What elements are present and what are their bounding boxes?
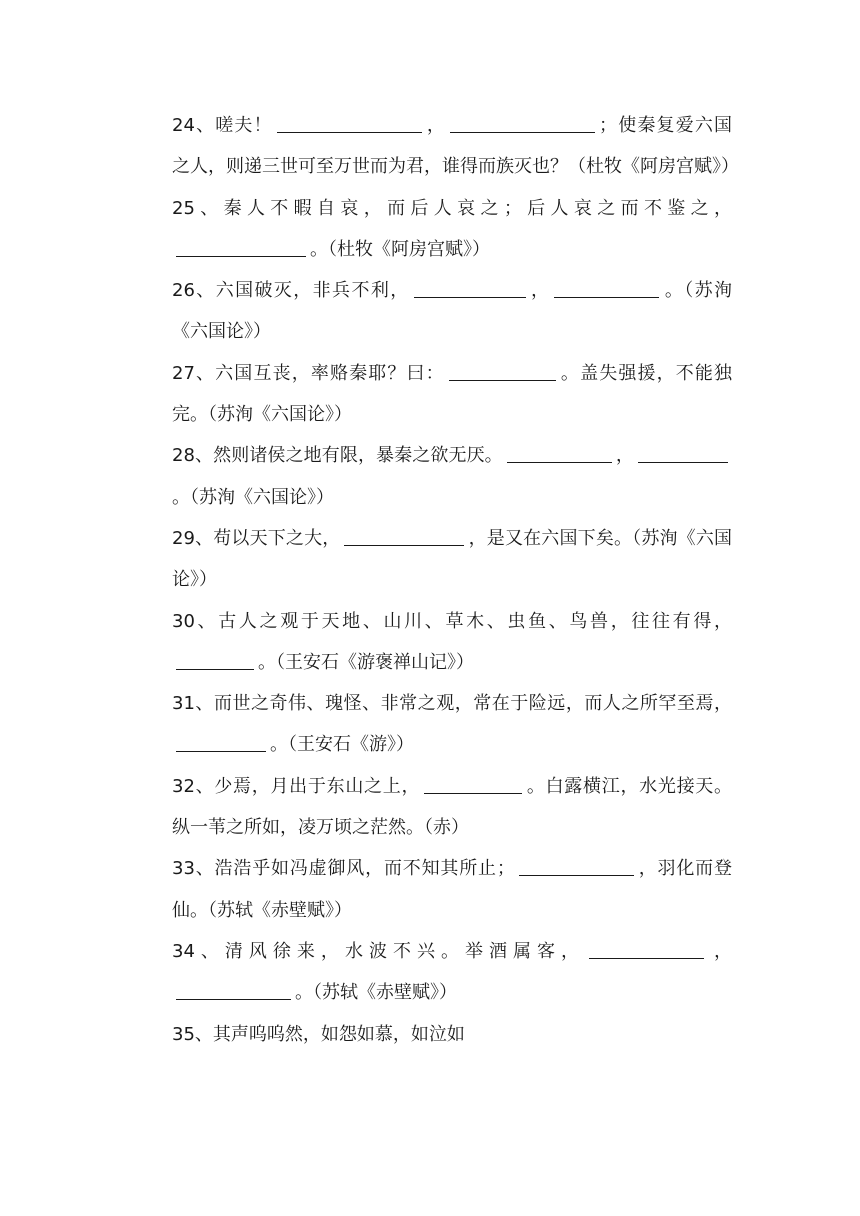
answer-blank[interactable] [176, 238, 306, 257]
question-text: ， [425, 115, 447, 136]
answer-blank[interactable] [554, 279, 659, 298]
question-text: ，是又在六国下矣。（苏洵《六国论》） [172, 527, 733, 591]
question-text: 24、嗟夫！ [172, 115, 273, 136]
question-item [172, 270, 732, 353]
question-text: 27、六国互丧，率赂秦耶？曰： [172, 362, 445, 384]
answer-blank[interactable] [450, 114, 595, 133]
question-item [172, 848, 732, 931]
question-item [172, 435, 732, 518]
question-item [172, 105, 739, 188]
question-text: 32、少焉，月出于东山之上， [172, 775, 421, 797]
question-text: ， [615, 445, 635, 467]
question-list [172, 105, 739, 1055]
question-text: 26、六国破灭，非兵不利， [172, 280, 410, 302]
question-item [172, 188, 732, 271]
question-item [172, 601, 732, 684]
question-item [172, 766, 732, 849]
question-text: 25、秦人不暇自哀，而后人哀之；后人哀之而不鉴之， [172, 197, 732, 219]
answer-blank[interactable] [519, 857, 634, 876]
question-text: ，羽化而登仙。（苏轼《赤壁赋》） [172, 858, 733, 921]
question-text: 33、浩浩乎如冯虚御风，而不知其所止； [172, 858, 515, 880]
question-item [172, 353, 732, 436]
answer-blank[interactable] [176, 733, 266, 752]
question-item [172, 1014, 732, 1055]
question-text: 28、然则诸侯之地有限，暴秦之欲无厌。 [172, 445, 503, 467]
question-text: ；使秦复爱六国之人，则递三世可至万世而为君，谁得而族灭也？（杜牧《阿房宫赋》） [172, 115, 739, 178]
answer-blank[interactable] [277, 114, 422, 133]
answer-blank[interactable] [176, 981, 291, 1000]
question-text: 29、苟以天下之大， [172, 527, 341, 549]
question-item [172, 931, 732, 1014]
question-text: 。（苏洵《六国论》） [172, 280, 733, 343]
question-text: 。盖失强援，不能独完。（苏洵《六国论》） [172, 362, 733, 426]
question-text: 。白露横江，水光接天。纵一苇之所如，凌万顷之茫然。（赤） [172, 775, 733, 839]
question-text: 35、其声呜呜然，如怨如慕，如泣如 [172, 1023, 465, 1045]
answer-blank[interactable] [638, 444, 728, 463]
answer-blank[interactable] [424, 775, 522, 794]
answer-blank[interactable] [176, 651, 254, 670]
question-item [172, 518, 732, 601]
question-text: 。（苏轼《赤壁赋》） [295, 982, 457, 1004]
question-text: 30、古人之观于天地、山川、草木、虫鱼、鸟兽，往往有得， [172, 610, 732, 632]
question-text: ， [708, 940, 733, 962]
question-text: ， [529, 280, 551, 302]
answer-blank[interactable] [507, 444, 612, 463]
question-text: 。（苏洵《六国论》） [172, 486, 334, 508]
question-text: 31、而世之奇伟、瑰怪、非常之观，常在于险远，而人之所罕至焉， [172, 693, 732, 715]
answer-blank[interactable] [344, 527, 464, 546]
question-text: 。（杜牧《阿房宫赋》） [310, 238, 490, 260]
question-item [172, 683, 732, 766]
question-text: 34、清风徐来，水波不兴。举酒属客， [172, 940, 585, 962]
question-text: 。（王安石《游褒禅山记》） [258, 651, 474, 673]
question-text: 。（王安石《游》） [270, 734, 414, 756]
answer-blank[interactable] [589, 940, 704, 959]
answer-blank[interactable] [449, 362, 556, 381]
answer-blank[interactable] [414, 279, 526, 298]
